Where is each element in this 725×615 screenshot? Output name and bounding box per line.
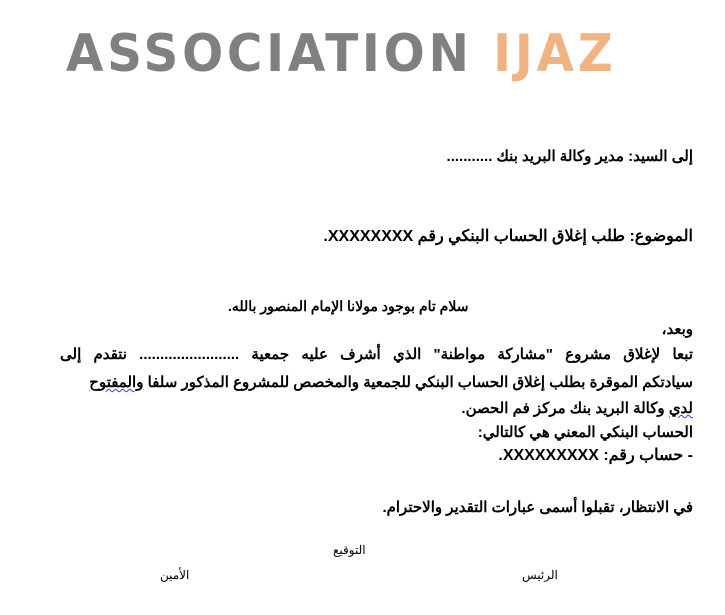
treasurer-label: الأمين xyxy=(160,568,190,582)
logo-text-ijaz: IJAZ xyxy=(493,24,617,84)
spelling-flag-word[interactable]: والمفتوح xyxy=(89,374,144,391)
body-line-1: تبعا لإغلاق مشروع "مشاركة مواطنة" الذي أشرف عليه جمعية ........................ نتقدم إلى xyxy=(60,346,693,363)
greeting-line: سلام تام بوجود مولانا الإمام المنصور بالله. xyxy=(228,298,469,314)
president-label: الرئيس xyxy=(522,568,558,582)
association-logo xyxy=(66,24,624,84)
logo-text-association: ASSOCIATION xyxy=(66,24,473,84)
closing-line: في الانتظار، تقبلوا أسمى عبارات التقدير والاحترام. xyxy=(382,499,693,516)
signature-label: التوقيع xyxy=(333,543,366,557)
body-line-3-text: وكالة البريد بنك مركز فم الحصن. xyxy=(461,400,669,417)
account-intro: الحساب البنكي المعني هي كالتالي: xyxy=(477,424,693,441)
opening-line: وبعد، xyxy=(661,321,693,338)
spelling-flag-word[interactable]: لدي xyxy=(668,400,693,417)
subject-line: الموضوع: طلب إغلاق الحساب البنكي رقم XXXXXXXX. xyxy=(323,228,693,245)
body-line-2 xyxy=(89,373,693,393)
recipient-line: إلى السيد: مدير وكالة البريد بنك ........... xyxy=(446,148,693,165)
body-line-2-text: سيادتكم الموقرة بطلب إغلاق الحساب البنكي للجمعية والمخصص للمشروع المذكور سلفا xyxy=(143,374,693,391)
body-line-3 xyxy=(461,399,693,419)
account-number: - حساب رقم: XXXXXXXXX. xyxy=(498,447,693,464)
